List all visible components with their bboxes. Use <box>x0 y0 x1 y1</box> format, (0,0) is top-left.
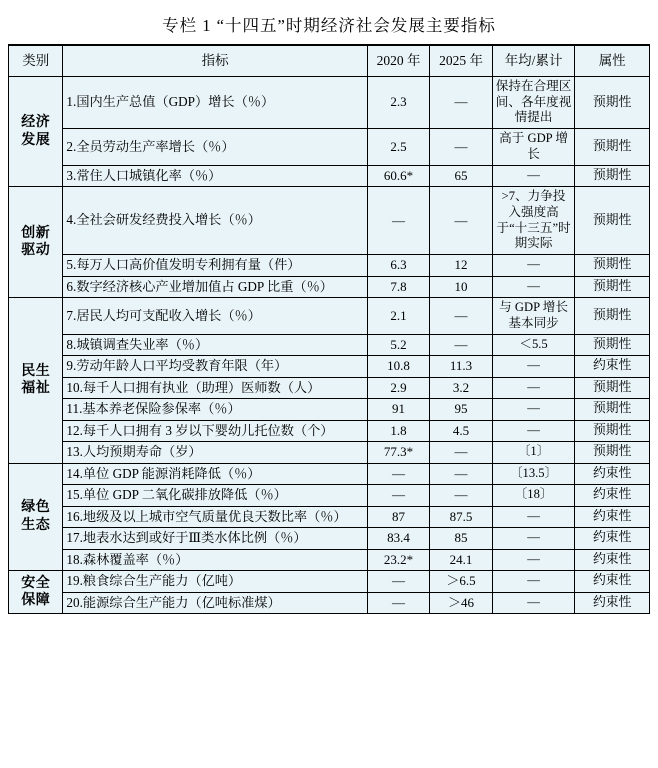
attribute-cell: 预期性 <box>575 77 650 129</box>
note-cell: — <box>492 255 575 277</box>
value-2025-cell: 10 <box>430 276 492 298</box>
value-2020-cell: 2.1 <box>367 298 429 334</box>
attribute-cell: 约束性 <box>575 549 650 571</box>
value-2020-cell: 7.8 <box>367 276 429 298</box>
category-cell-innovation: 创新 驱动 <box>9 187 63 298</box>
note-cell: — <box>492 165 575 187</box>
value-2025-cell: 3.2 <box>430 377 492 399</box>
value-2020-cell: 10.8 <box>367 356 429 378</box>
value-2020-cell: 2.3 <box>367 77 429 129</box>
table-row <box>9 549 650 571</box>
note-cell: 高于 GDP 增长 <box>492 129 575 165</box>
attribute-cell: 约束性 <box>575 463 650 485</box>
attribute-cell: 预期性 <box>575 187 650 255</box>
note-cell: — <box>492 377 575 399</box>
note-cell: 保持在合理区间、各年度视情提出 <box>492 77 575 129</box>
value-2025-cell: — <box>430 485 492 507</box>
category-cell-security: 安全 保障 <box>9 571 63 614</box>
attribute-cell: 约束性 <box>575 356 650 378</box>
note-cell: 〔13.5〕 <box>492 463 575 485</box>
value-2020-cell: 77.3* <box>367 442 429 464</box>
note-cell: — <box>492 549 575 571</box>
table-row <box>9 463 650 485</box>
indicator-cell: 13.人均预期寿命（岁） <box>63 442 367 464</box>
category-cell-livelihood: 民生 福祉 <box>9 298 63 463</box>
table-row <box>9 442 650 464</box>
table-header-row <box>9 46 650 77</box>
column-header-attribute: 属性 <box>575 46 650 77</box>
note-cell: 〔1〕 <box>492 442 575 464</box>
column-header-indicator: 指标 <box>63 46 367 77</box>
note-cell: ＜5.5 <box>492 334 575 356</box>
attribute-cell: 预期性 <box>575 129 650 165</box>
value-2025-cell: 65 <box>430 165 492 187</box>
indicator-cell: 2.全员劳动生产率增长（％） <box>63 129 367 165</box>
value-2025-cell: 11.3 <box>430 356 492 378</box>
value-2020-cell: — <box>367 463 429 485</box>
indicator-cell: 9.劳动年龄人口平均受教育年限（年） <box>63 356 367 378</box>
value-2020-cell: 23.2* <box>367 549 429 571</box>
table-row <box>9 377 650 399</box>
indicator-cell: 8.城镇调查失业率（％） <box>63 334 367 356</box>
category-cell-economy: 经济 发展 <box>9 77 63 187</box>
indicator-cell: 14.单位 GDP 能源消耗降低（％） <box>63 463 367 485</box>
table-row <box>9 571 650 593</box>
table-row <box>9 399 650 421</box>
value-2020-cell: — <box>367 187 429 255</box>
indicator-cell: 17.地表水达到或好于Ⅲ类水体比例（％） <box>63 528 367 550</box>
indicator-cell: 7.居民人均可支配收入增长（％） <box>63 298 367 334</box>
value-2025-cell: — <box>430 77 492 129</box>
table-body <box>9 77 650 614</box>
attribute-cell: 预期性 <box>575 165 650 187</box>
indicators-table <box>8 45 650 614</box>
attribute-cell: 预期性 <box>575 276 650 298</box>
note-cell: 〔18〕 <box>492 485 575 507</box>
value-2025-cell: ＞6.5 <box>430 571 492 593</box>
value-2025-cell: 24.1 <box>430 549 492 571</box>
table-row <box>9 187 650 255</box>
indicator-cell: 19.粮食综合生产能力（亿吨） <box>63 571 367 593</box>
table-row <box>9 334 650 356</box>
indicator-cell: 16.地级及以上城市空气质量优良天数比率（％） <box>63 506 367 528</box>
value-2020-cell: 83.4 <box>367 528 429 550</box>
indicator-cell: 12.每千人口拥有 3 岁以下婴幼儿托位数（个） <box>63 420 367 442</box>
note-cell: — <box>492 571 575 593</box>
value-2020-cell: 60.6* <box>367 165 429 187</box>
value-2020-cell: 5.2 <box>367 334 429 356</box>
value-2020-cell: 91 <box>367 399 429 421</box>
column-header-category: 类别 <box>9 46 63 77</box>
value-2025-cell: — <box>430 298 492 334</box>
value-2020-cell: 2.9 <box>367 377 429 399</box>
table-row <box>9 165 650 187</box>
table-row <box>9 528 650 550</box>
table-row <box>9 506 650 528</box>
note-cell: — <box>492 399 575 421</box>
note-cell: — <box>492 506 575 528</box>
table-row <box>9 592 650 614</box>
page-title: 专栏 1 “十四五”时期经济社会发展主要指标 <box>8 6 650 45</box>
note-cell: — <box>492 356 575 378</box>
value-2025-cell: 12 <box>430 255 492 277</box>
indicator-cell: 15.单位 GDP 二氧化碳排放降低（％） <box>63 485 367 507</box>
attribute-cell: 预期性 <box>575 399 650 421</box>
value-2025-cell: 85 <box>430 528 492 550</box>
note-cell: 与 GDP 增长基本同步 <box>492 298 575 334</box>
note-cell: — <box>492 276 575 298</box>
category-cell-green-ecology: 绿色 生态 <box>9 463 63 571</box>
indicator-cell: 6.数字经济核心产业增加值占 GDP 比重（％） <box>63 276 367 298</box>
note-cell: — <box>492 528 575 550</box>
table-row <box>9 485 650 507</box>
indicator-cell: 4.全社会研发经费投入增长（％） <box>63 187 367 255</box>
table-header <box>9 46 650 77</box>
attribute-cell: 预期性 <box>575 255 650 277</box>
value-2025-cell: — <box>430 442 492 464</box>
attribute-cell: 预期性 <box>575 334 650 356</box>
attribute-cell: 约束性 <box>575 528 650 550</box>
value-2025-cell: ＞46 <box>430 592 492 614</box>
table-row <box>9 129 650 165</box>
attribute-cell: 预期性 <box>575 377 650 399</box>
column-header-year-2025: 2025 年 <box>430 46 492 77</box>
attribute-cell: 预期性 <box>575 420 650 442</box>
indicator-cell: 11.基本养老保险参保率（％） <box>63 399 367 421</box>
table-row <box>9 420 650 442</box>
attribute-cell: 约束性 <box>575 506 650 528</box>
note-cell: >7、力争投入强度高于“十三五”时期实际 <box>492 187 575 255</box>
value-2025-cell: — <box>430 334 492 356</box>
indicator-cell: 5.每万人口高价值发明专利拥有量（件） <box>63 255 367 277</box>
note-cell: — <box>492 592 575 614</box>
value-2020-cell: — <box>367 571 429 593</box>
indicator-cell: 10.每千人口拥有执业（助理）医师数（人） <box>63 377 367 399</box>
indicator-cell: 1.国内生产总值（GDP）增长（％） <box>63 77 367 129</box>
value-2025-cell: — <box>430 463 492 485</box>
attribute-cell: 约束性 <box>575 592 650 614</box>
attribute-cell: 约束性 <box>575 571 650 593</box>
table-row <box>9 276 650 298</box>
note-cell: — <box>492 420 575 442</box>
value-2020-cell: — <box>367 592 429 614</box>
value-2020-cell: 2.5 <box>367 129 429 165</box>
value-2020-cell: — <box>367 485 429 507</box>
table-row <box>9 255 650 277</box>
value-2020-cell: 1.8 <box>367 420 429 442</box>
indicator-cell: 3.常住人口城镇化率（％） <box>63 165 367 187</box>
attribute-cell: 预期性 <box>575 442 650 464</box>
column-header-year-2020: 2020 年 <box>367 46 429 77</box>
column-header-annual-cumulative: 年均/累计 <box>492 46 575 77</box>
indicator-cell: 20.能源综合生产能力（亿吨标准煤） <box>63 592 367 614</box>
value-2025-cell: 4.5 <box>430 420 492 442</box>
indicator-cell: 18.森林覆盖率（％） <box>63 549 367 571</box>
attribute-cell: 预期性 <box>575 298 650 334</box>
attribute-cell: 约束性 <box>575 485 650 507</box>
value-2020-cell: 6.3 <box>367 255 429 277</box>
value-2025-cell: — <box>430 129 492 165</box>
value-2025-cell: 95 <box>430 399 492 421</box>
table-row <box>9 77 650 129</box>
value-2020-cell: 87 <box>367 506 429 528</box>
value-2025-cell: 87.5 <box>430 506 492 528</box>
table-row <box>9 356 650 378</box>
table-row <box>9 298 650 334</box>
value-2025-cell: — <box>430 187 492 255</box>
